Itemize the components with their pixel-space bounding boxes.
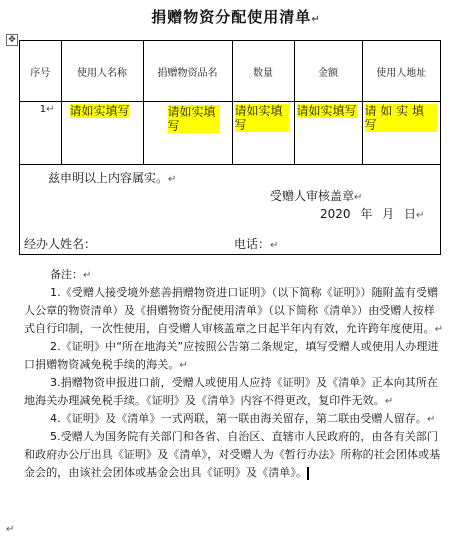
table-row [20,102,440,165]
note-item-4: 4.《证明》及《清单》一式两联，第一联由海关留存，第二联由受赠人留存。↵ [50,412,436,425]
header-index: 序号 [20,41,61,102]
note-item-3: 3.捐赠物资申报进口前，受赠人或使用人应持《证明》及《清单》正本向其所在地海关办理减免税手续。《证明》及《清单》内容不得更改，复印件无效。↵ [24,376,439,407]
table-move-handle-icon[interactable]: ✥ [6,34,18,46]
date-line: 2020 年 月 日↵ [320,207,425,221]
text-cursor [307,467,309,480]
user-address-cell[interactable] [362,102,440,165]
statement-text: 兹申明以上内容属实。↵ [48,171,177,185]
note-item-2: 2.《证明》中“所在地海关”应按照公告第二条规定，填写受赠人或使用人办理进口捐赠物资减免税手续的海关。↵ [24,340,439,371]
note-item-5: 5.受赠人为国务院有关部门和各省、自治区、直辖市人民政府的，由各有关部门和政府办公厅出具《证明》及《清单》，对受赠人为《暂行办法》所称的社会团体或基金会的，由该社会团体或基金会出具《证明》及《清单》。 [24,430,441,479]
header-item-name: 捐赠物资品名 [143,41,232,102]
amount-fill: 请如实填写 [296,104,357,118]
header-user-name: 使用人名称 [61,41,143,102]
header-amount: 金额 [294,41,362,102]
quantity-fill: 请如实填写 [235,104,289,132]
empty-paragraph-mark: ↵ [6,524,15,535]
quantity-cell[interactable] [232,102,294,165]
item-name-cell[interactable] [143,102,232,165]
phone-label: 电话：↵ [234,237,279,251]
agent-name-label: 经办人姓名： [24,237,97,251]
page-title: 捐赠物资分配使用清单↵ [151,8,321,26]
user-address-fill: 请 如 实 填 写 [365,104,437,132]
item-name-fill: 请如实填写 [168,105,220,133]
header-quantity: 数量 [232,41,294,102]
user-name-cell[interactable] [61,102,143,165]
amount-cell[interactable] [294,102,362,165]
row-index-cell[interactable]: 1↵ [20,102,61,165]
user-name-fill: 请如实填写 [69,104,130,118]
allocation-form [19,40,441,255]
table-header-row [20,41,440,102]
notes-heading: 备注：↵ [50,268,92,281]
signature-label: 受赠人审核盖章↵ [270,189,363,203]
header-user-address: 使用人地址 [362,41,440,102]
note-item-1: 1.《受赠人接受境外慈善捐赠物资进口证明》（以下简称《证明》）随附盖有受赠人公章的物资清单）及《捐赠物资分配使用清单》（以下简称《清单》）由受赠人按样式自行印制，一次性使用，自受赠人审核盖章之日起半年内有效，允许跨年度使用。↵ [24,286,444,335]
allocation-table [20,41,440,165]
